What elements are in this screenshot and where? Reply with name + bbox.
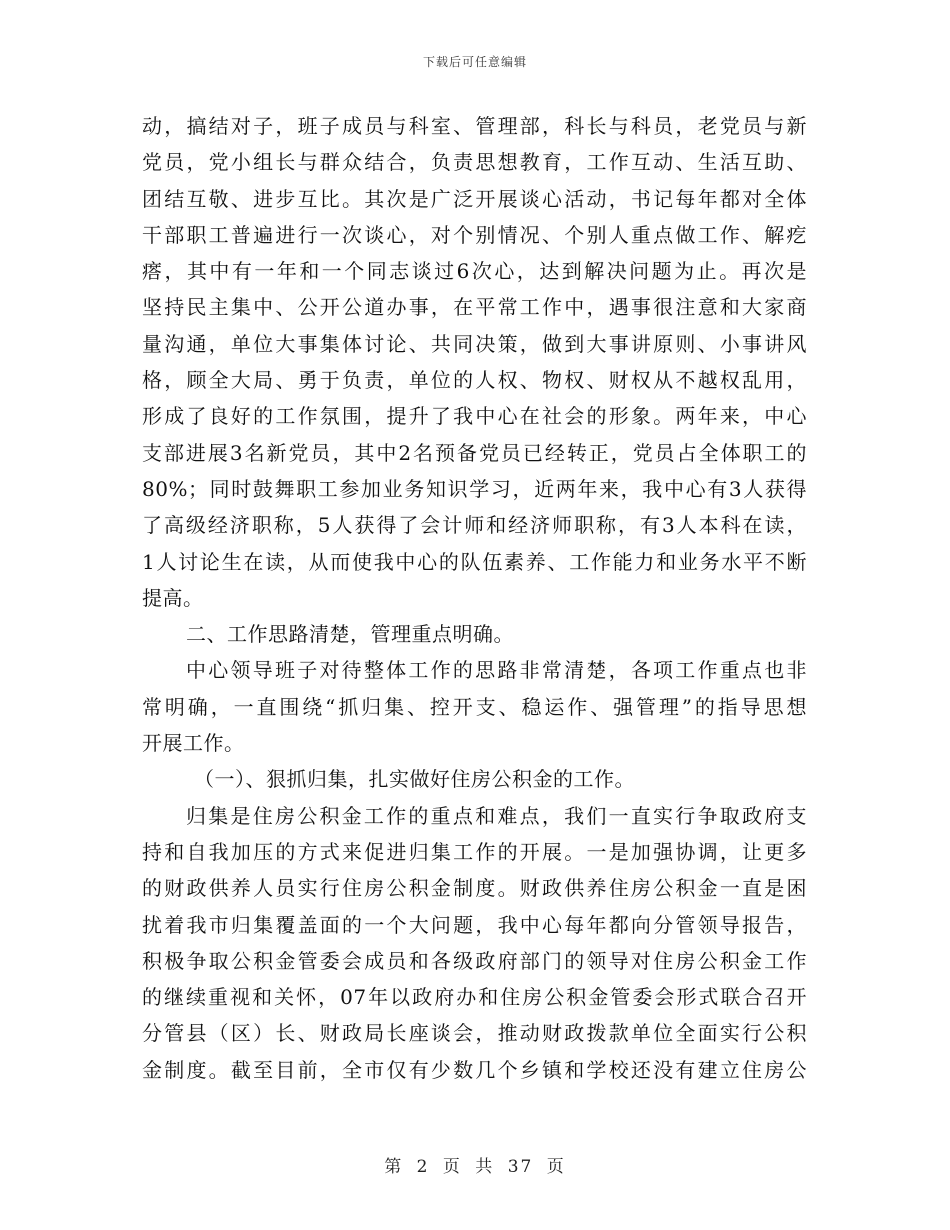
page-number-footer: 第 2 页 共 37 页 bbox=[384, 1157, 566, 1177]
body-line-25: 的继续重视和关怀，07年以政府办和住房公积金管委会形式联合召开 bbox=[142, 985, 807, 1010]
body-line-4: 干部职工普遍进行一次谈心，对个别情况、个别人重点做工作、解疙 bbox=[142, 222, 807, 247]
body-line-17: 常明确，一直围绕“抓归集、控开支、稳运作、强管理”的指导思想 bbox=[142, 694, 807, 719]
body-line-12: 了高级经济职称，5人获得了会计师和经济师职称，有3人本科在读， bbox=[142, 513, 807, 538]
body-line-27: 金制度。截至目前，全市仅有少数几个乡镇和学校还没有建立住房公 bbox=[142, 1057, 807, 1082]
body-line-9: 形成了良好的工作氛围，提升了我中心在社会的形象。两年来，中心 bbox=[142, 404, 807, 429]
body-line-24: 积极争取公积金管委会成员和各级政府部门的领导对住房公积金工作 bbox=[142, 948, 807, 973]
body-line-5: 瘩，其中有一年和一个同志谈过6次心，达到解决问题为止。再次是 bbox=[142, 259, 807, 284]
body-line-7: 量沟通，单位大事集体讨论、共同决策，做到大事讲原则、小事讲风 bbox=[142, 331, 807, 356]
body-line-20: 归集是住房公积金工作的重点和难点，我们一直实行争取政府支 bbox=[186, 803, 807, 828]
body-line-1: 动，搞结对子，班子成员与科室、管理部，科长与科员，老党员与新 bbox=[142, 114, 807, 138]
page-header: 下载后可任意编辑 bbox=[422, 55, 527, 69]
body-line-13: 1人讨论生在读，从而使我中心的队伍素养、工作能力和业务水平不断 bbox=[142, 549, 807, 574]
body-line-23: 扰着我市归集覆盖面的一个大问题，我中心每年都向分管领导报告， bbox=[142, 912, 807, 937]
subsection-heading: （一）、狠抓归集，扎实做好住房公积金的工作。 bbox=[194, 767, 635, 792]
body-line-8: 格，顾全大局、勇于负责，单位的人权、物权、财权从不越权乱用， bbox=[142, 368, 807, 393]
body-line-16: 中心领导班子对待整体工作的思路非常清楚，各项工作重点也非 bbox=[186, 658, 807, 683]
body-line-22: 的财政供养人员实行住房公积金制度。财政供养住房公积金一直是困 bbox=[142, 876, 807, 901]
body-line-21: 持和自我加压的方式来促进归集工作的开展。一是加强协调，让更多 bbox=[142, 839, 807, 864]
section-heading: 二、工作思路清楚，管理重点明确。 bbox=[186, 622, 514, 647]
body-line-3: 团结互敬、进步互比。其次是广泛开展谈心活动，书记每年都对全体 bbox=[142, 186, 807, 211]
body-line-2: 党员，党小组长与群众结合，负责思想教育，工作互动、生活互助、 bbox=[142, 150, 807, 175]
body-line-11: 80%；同时鼓舞职工参加业务知识学习，近两年来，我中心有3人获得 bbox=[142, 476, 807, 501]
body-line-26: 分管县（区）长、财政局长座谈会，推动财政拨款单位全面实行公积 bbox=[142, 1021, 807, 1046]
body-line-10: 支部进展3名新党员，其中2名预备党员已经转正，党员占全体职工的 bbox=[142, 440, 807, 465]
body-line-6: 坚持民主集中、公开公道办事，在平常工作中，遇事很注意和大家商 bbox=[142, 295, 807, 320]
body-line-18: 开展工作。 bbox=[142, 731, 245, 756]
body-line-14: 提高。 bbox=[142, 585, 204, 610]
document-body bbox=[142, 108, 807, 1088]
